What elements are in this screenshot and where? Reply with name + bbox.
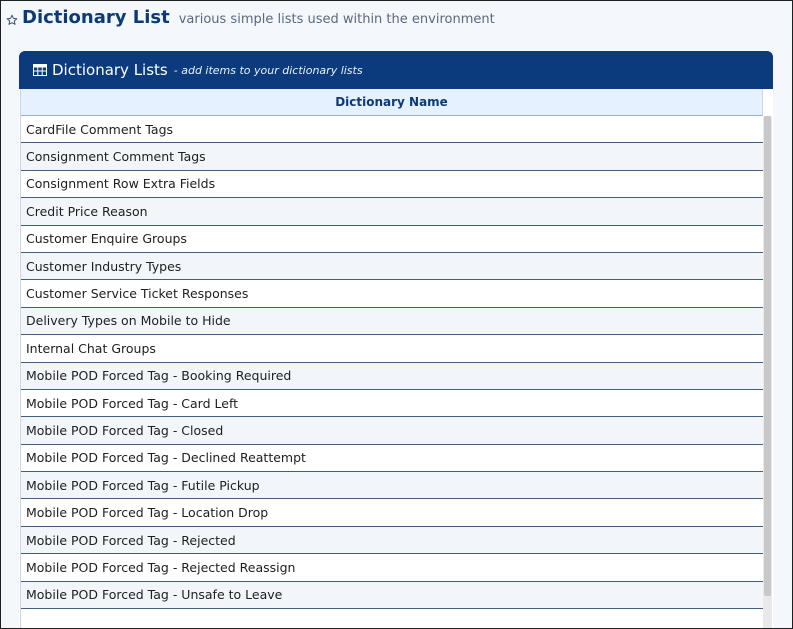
table-row[interactable]: Mobile POD Forced Tag - Rejected xyxy=(21,527,763,554)
table-row[interactable]: Consignment Row Extra Fields xyxy=(21,171,763,198)
panel-header xyxy=(19,51,773,89)
table-row[interactable]: Mobile POD Forced Tag - Card Left xyxy=(21,390,763,417)
panel-title: Dictionary Lists xyxy=(52,61,168,79)
scrollbar-thumb[interactable] xyxy=(764,116,771,596)
table-body xyxy=(21,116,763,609)
table-row[interactable]: Mobile POD Forced Tag - Rejected Reassign xyxy=(21,554,763,581)
table-row[interactable]: Mobile POD Forced Tag - Futile Pickup xyxy=(21,472,763,499)
table-row[interactable]: CardFile Comment Tags xyxy=(21,116,763,143)
column-header-dictionary-name[interactable]: Dictionary Name xyxy=(21,89,763,116)
vertical-scrollbar[interactable] xyxy=(763,116,772,629)
table-row[interactable]: Mobile POD Forced Tag - Location Drop xyxy=(21,499,763,526)
panel-hint: - add items to your dictionary lists xyxy=(173,63,363,77)
dictionary-table xyxy=(20,89,772,629)
table-row[interactable]: Consignment Comment Tags xyxy=(21,143,763,170)
page-subtitle: various simple lists used within the environment xyxy=(178,12,495,27)
star-icon[interactable] xyxy=(6,14,18,26)
table-icon xyxy=(33,64,47,76)
page-header xyxy=(6,7,495,33)
page-title: Dictionary List xyxy=(22,7,170,28)
table-row[interactable]: Mobile POD Forced Tag - Unsafe to Leave xyxy=(21,582,763,609)
table-row[interactable]: Mobile POD Forced Tag - Closed xyxy=(21,417,763,444)
table-row[interactable]: Mobile POD Forced Tag - Declined Reattempt xyxy=(21,445,763,472)
table-row[interactable]: Delivery Types on Mobile to Hide xyxy=(21,308,763,335)
table-row[interactable]: Customer Service Ticket Responses xyxy=(21,280,763,307)
dictionary-lists-panel xyxy=(19,51,773,629)
table-row[interactable]: Customer Industry Types xyxy=(21,253,763,280)
table-row[interactable]: Customer Enquire Groups xyxy=(21,226,763,253)
table-row[interactable]: Credit Price Reason xyxy=(21,198,763,225)
table-row[interactable]: Mobile POD Forced Tag - Booking Required xyxy=(21,363,763,390)
table-row[interactable]: Internal Chat Groups xyxy=(21,335,763,362)
